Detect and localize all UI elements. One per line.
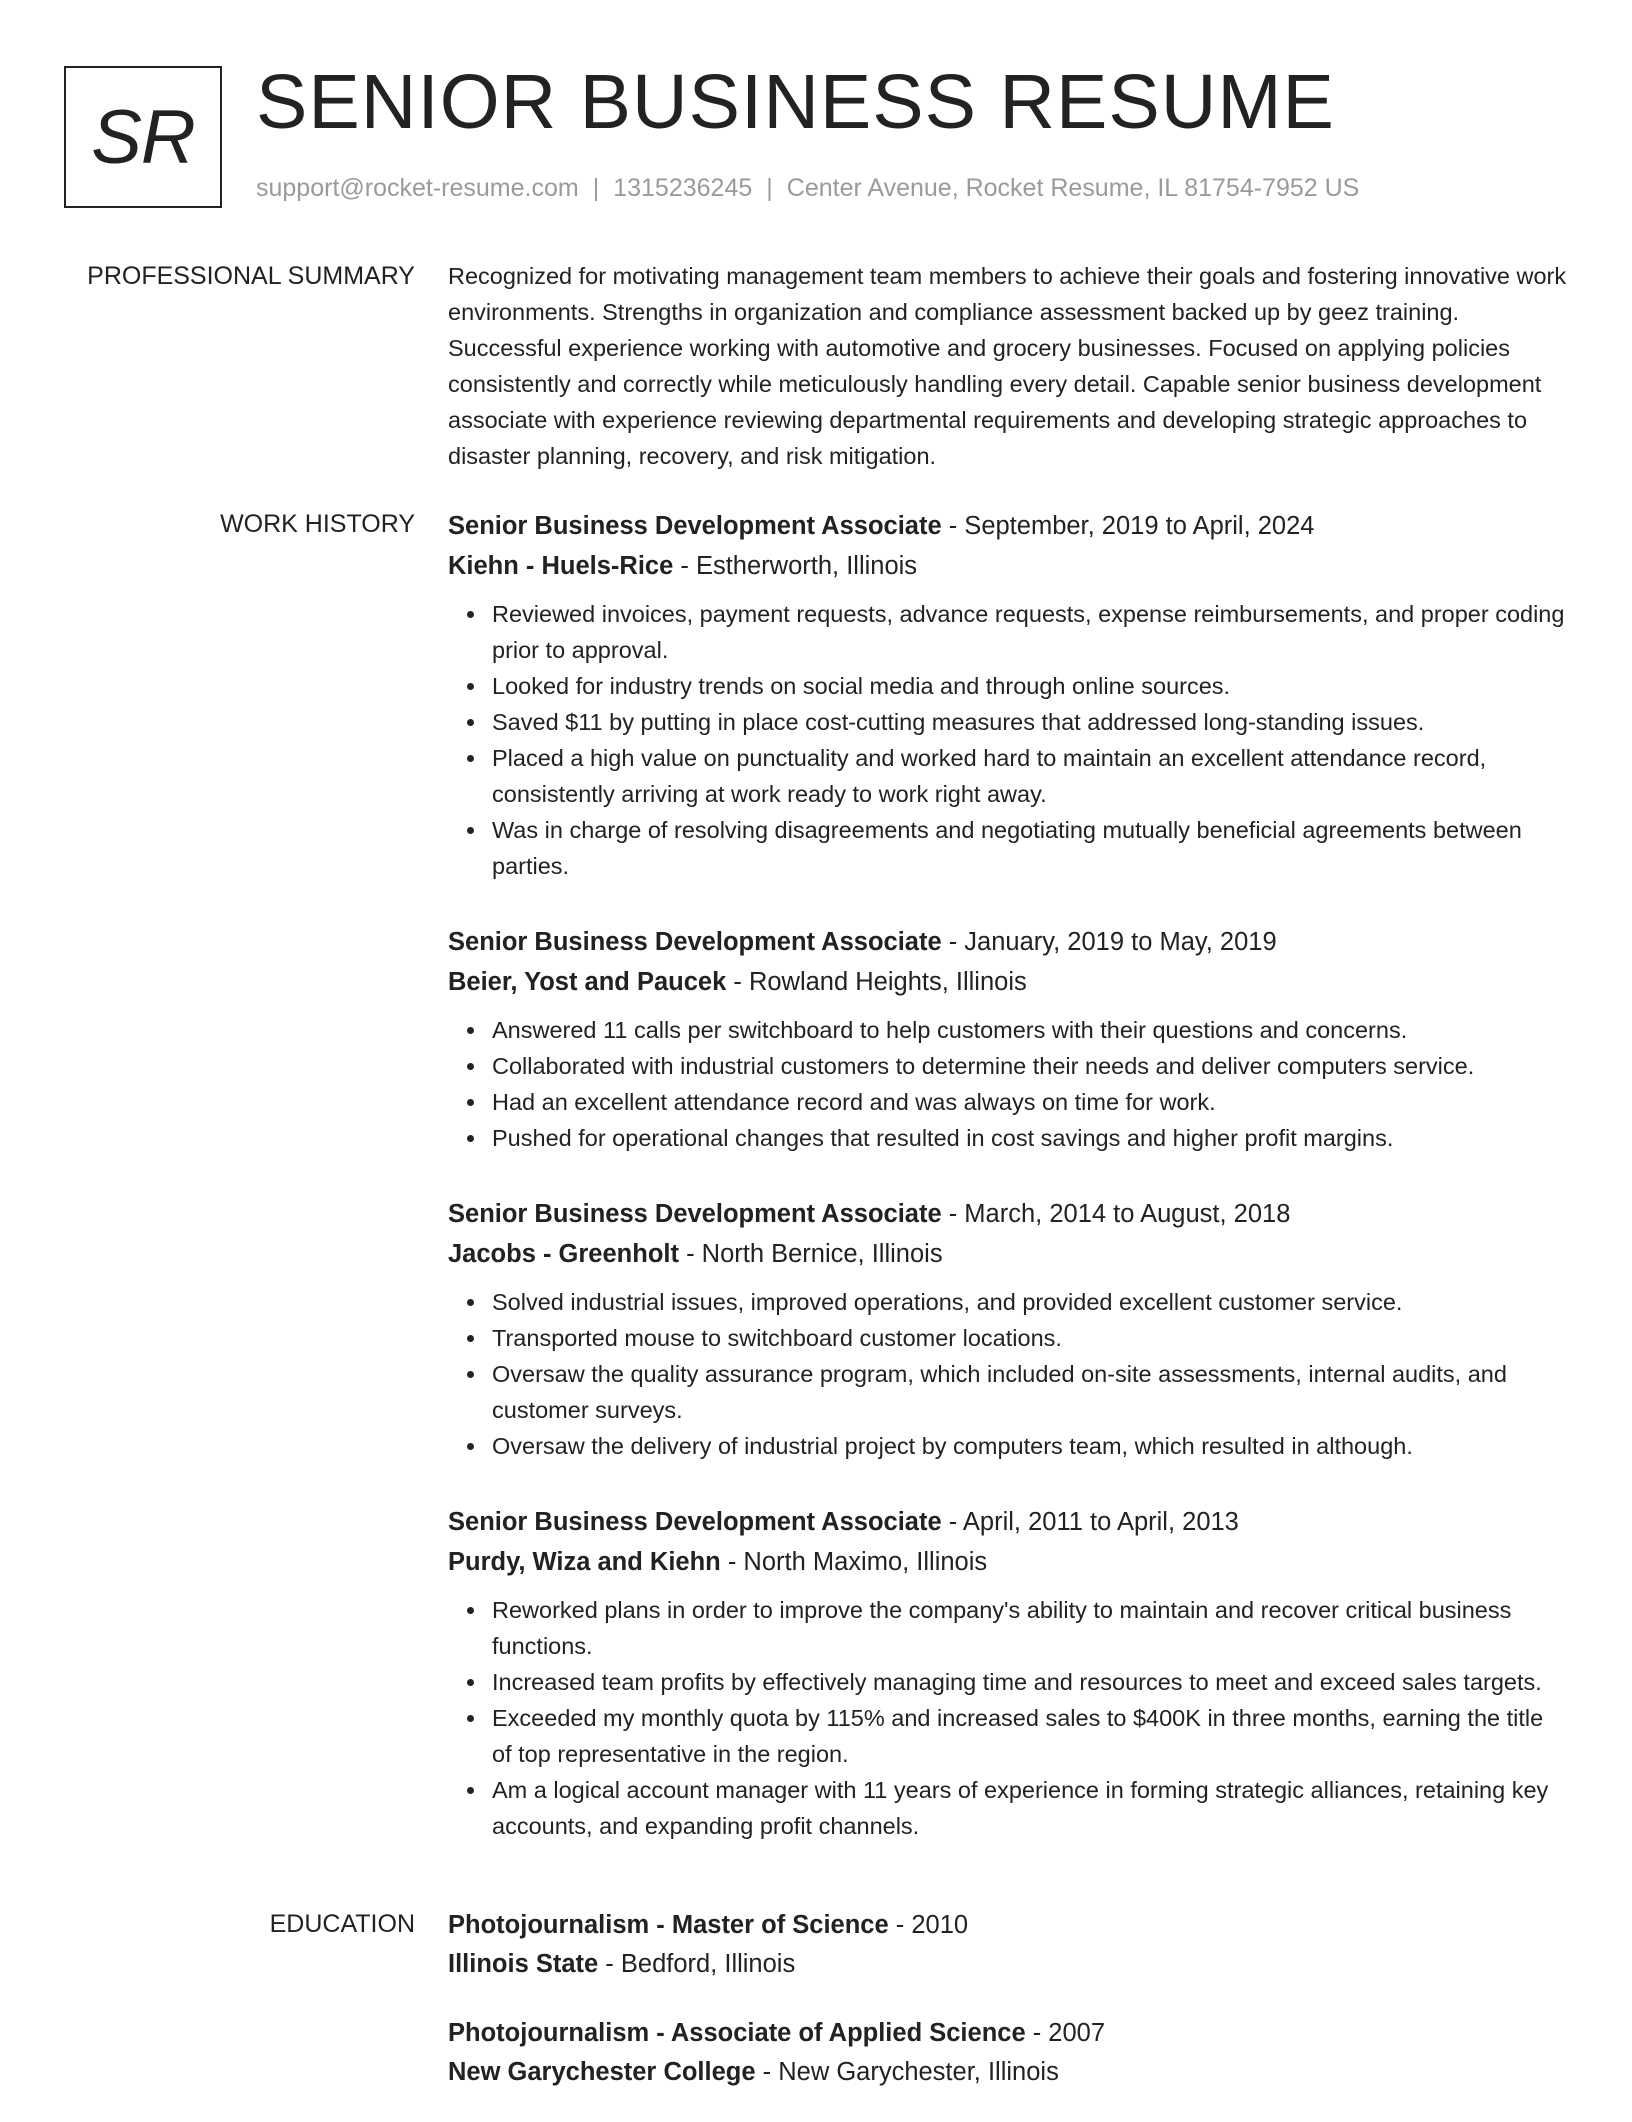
job-dates: - January, 2019 to May, 2019 (948, 928, 1277, 956)
job-bullet: Collaborated with industrial customers to determine their needs and deliver computers service. (492, 1048, 1568, 1084)
job-bullet: Am a logical account manager with 11 years of experience in forming strategic alliances, retaining key accounts, and expanding profit channels. (492, 1772, 1568, 1844)
job-company-line (448, 962, 1568, 1002)
contact-address: Center Avenue, Rocket Resume, IL 81754-7952 US (786, 174, 1360, 202)
education-degree-line (448, 1906, 1568, 1945)
job-bullet: Placed a high value on punctuality and worked hard to maintain an excellent attendance record, consistently arriving at work ready to work right away. (492, 740, 1568, 812)
contact-separator: | (766, 174, 773, 202)
job-bullets (448, 1592, 1568, 1844)
job-location: - North Maximo, Illinois (727, 1548, 988, 1576)
job-bullet: Looked for industry trends on social media and through online sources. (492, 668, 1568, 704)
job-company: Beier, Yost and Paucek (448, 968, 727, 996)
job-title: Senior Business Development Associate (448, 1508, 942, 1536)
job-bullet: Answered 11 calls per switchboard to help customers with their questions and concerns. (492, 1012, 1568, 1048)
job-entry (448, 1502, 1568, 1844)
job-bullets (448, 1012, 1568, 1156)
job-company-line (448, 546, 1568, 586)
education-degree-line (448, 2014, 1568, 2053)
job-entry (448, 506, 1568, 884)
contact-phone: 1315236245 (613, 174, 753, 202)
education-location: - Bedford, Illinois (605, 1950, 796, 1978)
job-bullet: Was in charge of resolving disagreements and negotiating mutually beneficial agreements between parties. (492, 812, 1568, 884)
job-location: - Estherworth, Illinois (680, 552, 918, 580)
job-title: Senior Business Development Associate (448, 928, 942, 956)
summary-text: Recognized for motivating management team members to achieve their goals and fostering innovative work environments. Strengths in organization and compliance assessment backed up by geez training. Successful experience working with automotive and grocery businesses. Focused on applying policies consistently and correctly while meticulously handling every detail. Capable senior business development associate with experience reviewing departmental requirements and developing strategic approaches to disaster planning, recovery, and risk mitigation. (448, 263, 1567, 469)
education-school: New Garychester College (448, 2058, 756, 2086)
education-degree: Photojournalism - Master of Science (448, 1911, 889, 1939)
job-entry (448, 922, 1568, 1156)
job-company: Purdy, Wiza and Kiehn (448, 1548, 721, 1576)
job-company: Kiehn - Huels-Rice (448, 552, 674, 580)
job-bullets (448, 596, 1568, 884)
job-title: Senior Business Development Associate (448, 512, 942, 540)
job-bullet: Increased team profits by effectively managing time and resources to meet and exceed sales targets. (492, 1664, 1568, 1700)
education-school: Illinois State (448, 1950, 599, 1978)
work-history-label: WORK HISTORY (220, 510, 415, 538)
job-title: Senior Business Development Associate (448, 1200, 942, 1228)
education-degree: Photojournalism - Associate of Applied Science (448, 2019, 1026, 2047)
job-bullets (448, 1284, 1568, 1464)
job-title-line (448, 506, 1568, 546)
job-location: - Rowland Heights, Illinois (733, 968, 1027, 996)
education-entry (448, 1906, 1568, 1984)
job-dates: - September, 2019 to April, 2024 (948, 512, 1315, 540)
job-dates: - March, 2014 to August, 2018 (948, 1200, 1291, 1228)
job-bullet: Oversaw the delivery of industrial project by computers team, which resulted in although. (492, 1428, 1568, 1464)
job-company-line (448, 1542, 1568, 1582)
education-label: EDUCATION (269, 1910, 415, 1938)
contact-line (256, 174, 1359, 203)
job-bullet: Exceeded my monthly quota by 115% and increased sales to $400K in three months, earning the title of top representative in the region. (492, 1700, 1568, 1772)
monogram-badge: SR (64, 66, 222, 208)
job-company-line (448, 1234, 1568, 1274)
job-company: Jacobs - Greenholt (448, 1240, 679, 1268)
summary-label: PROFESSIONAL SUMMARY (87, 262, 415, 290)
education-year: - 2007 (1032, 2019, 1106, 2047)
education-school-line (448, 2053, 1568, 2092)
job-title-line (448, 1194, 1568, 1234)
job-bullet: Saved $11 by putting in place cost-cutting measures that addressed long-standing issues. (492, 704, 1568, 740)
education-location: - New Garychester, Illinois (762, 2058, 1059, 2086)
job-title-line (448, 922, 1568, 962)
contact-email: support@rocket-resume.com (256, 174, 579, 202)
job-bullet: Oversaw the quality assurance program, which included on-site assessments, internal audits, and customer surveys. (492, 1356, 1568, 1428)
job-location: - North Bernice, Illinois (686, 1240, 943, 1268)
job-title-line (448, 1502, 1568, 1542)
job-entry (448, 1194, 1568, 1464)
education-entry (448, 2014, 1568, 2092)
resume-header (64, 59, 1568, 210)
job-bullet: Pushed for operational changes that resulted in cost savings and higher profit margins. (492, 1120, 1568, 1156)
job-bullet: Solved industrial issues, improved operations, and provided excellent customer service. (492, 1284, 1568, 1320)
job-bullet: Reworked plans in order to improve the company's ability to maintain and recover critical business functions. (492, 1592, 1568, 1664)
contact-separator: | (592, 174, 600, 202)
resume-title: SENIOR BUSINESS RESUME (256, 59, 1335, 145)
education-year: - 2010 (895, 1911, 969, 1939)
job-dates: - April, 2011 to April, 2013 (948, 1508, 1239, 1536)
job-bullet: Transported mouse to switchboard customer locations. (492, 1320, 1568, 1356)
education-school-line (448, 1945, 1568, 1984)
job-bullet: Had an excellent attendance record and was always on time for work. (492, 1084, 1568, 1120)
job-bullet: Reviewed invoices, payment requests, advance requests, expense reimbursements, and proper coding prior to approval. (492, 596, 1568, 668)
